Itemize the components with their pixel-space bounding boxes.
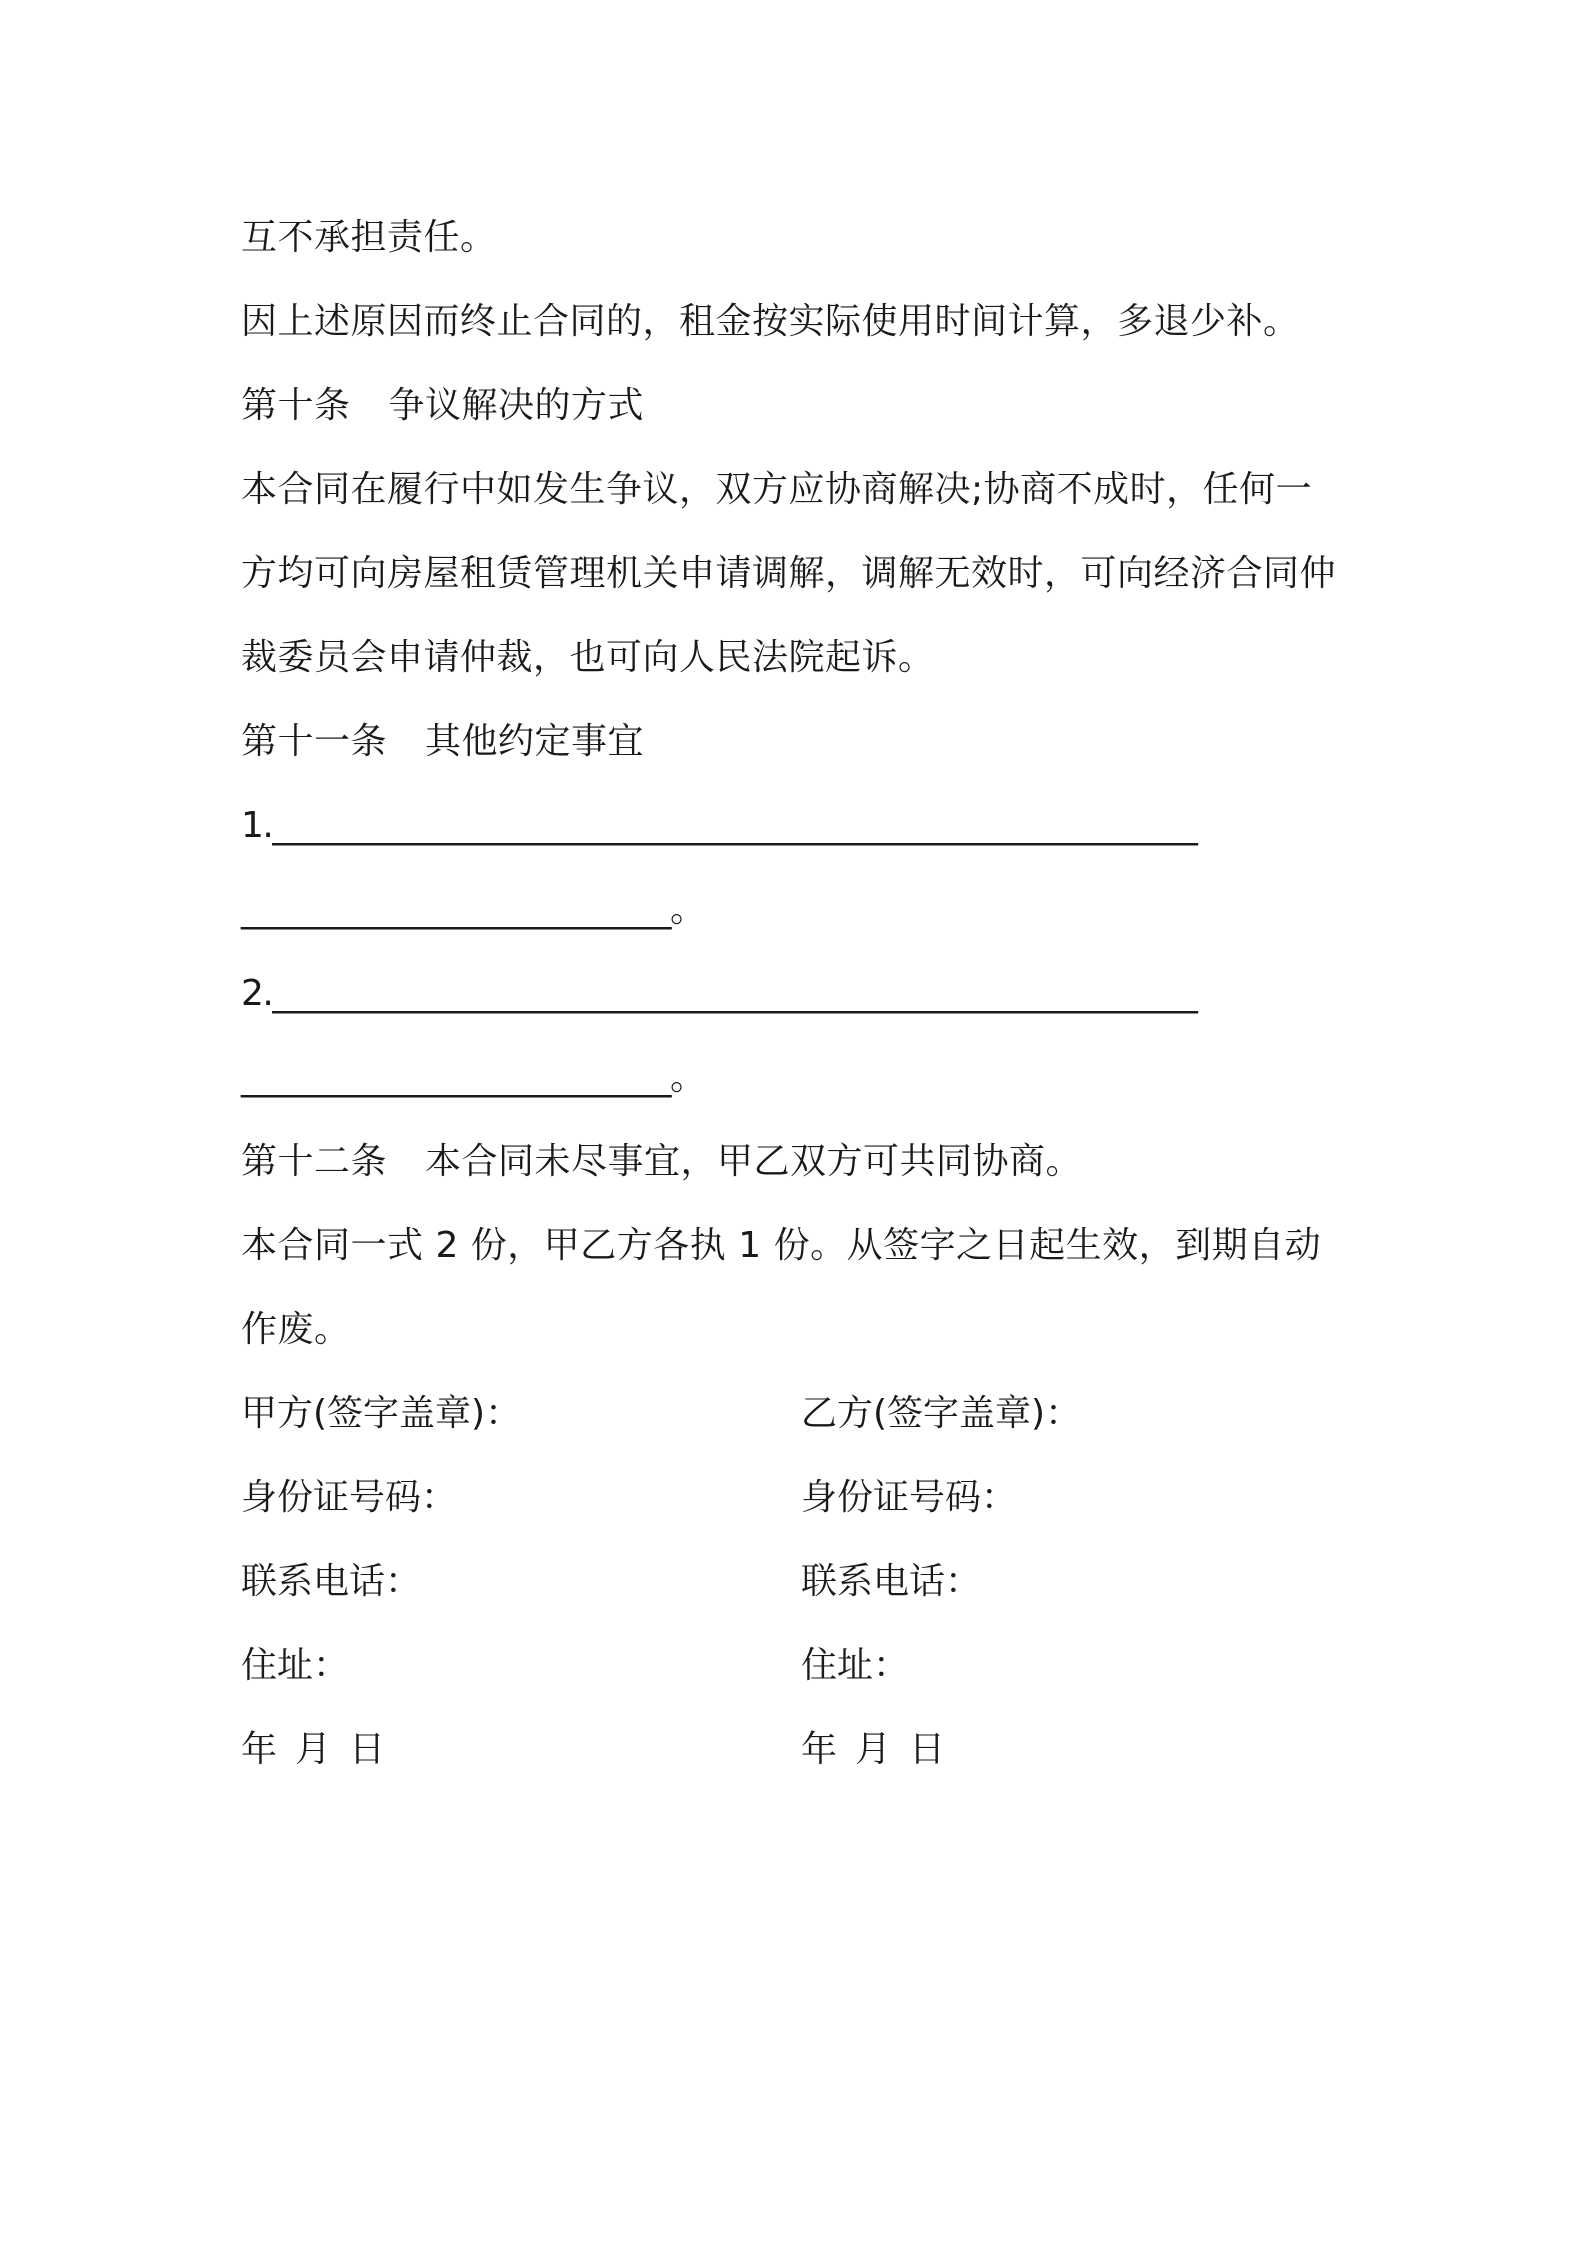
party-b-phone: 联系电话： [801,1561,982,1602]
party-a-address: 住址： [241,1645,350,1686]
id-number-row [241,1456,1361,1540]
dispute-paragraph-line-3: 裁委员会申请仲裁，也可向人民法院起诉。 [241,637,935,678]
party-b-signature: 乙方(签字盖章)： [801,1393,1082,1434]
article-11-number: 第十一条 [241,721,388,762]
party-b-date [801,1708,1361,1792]
blank-item-2-line-2: __________________________。 [241,1057,705,1098]
party-b-day: 日 [909,1729,946,1770]
party-a-signature: 甲方(签字盖章)： [241,1393,522,1434]
party-a-day: 日 [349,1729,386,1770]
article-11-title: 其他约定事宜 [425,721,645,762]
article-11-heading [241,700,1361,784]
party-a-id-number: 身份证号码： [241,1477,458,1518]
party-a-date [241,1708,801,1792]
paragraph-rent-settlement: 因上述原因而终止合同的，租金按实际使用时间计算，多退少补。 [241,301,1300,342]
article-10-heading [241,364,1361,448]
article-12-heading [241,1120,1361,1204]
contract-page [241,196,1361,1792]
party-b-month: 月 [855,1729,892,1770]
party-a-year: 年 [241,1729,278,1770]
party-b-address: 住址： [801,1645,910,1686]
article-12-title: 本合同未尽事宜，甲乙双方可共同协商。 [425,1141,1083,1182]
article-10-number: 第十条 [241,385,351,426]
article-10-title: 争议解决的方式 [388,385,645,426]
blank-item-1-line-1: 1.________________________________________________________ [241,805,1197,846]
address-row [241,1624,1361,1708]
dispute-paragraph-line-2: 方均可向房屋租赁管理机关申请调解，调解无效时，可向经济合同仲 [241,553,1337,594]
party-a-phone: 联系电话： [241,1561,422,1602]
blank-item-2-line-1: 2.________________________________________________________ [241,973,1197,1014]
article-12-number: 第十二条 [241,1141,388,1182]
paragraph-liability-end: 互不承担责任。 [241,217,497,258]
party-a-month: 月 [295,1729,332,1770]
party-b-year: 年 [801,1729,838,1770]
dispute-paragraph-line-1: 本合同在履行中如发生争议，双方应协商解决;协商不成时，任何一 [241,469,1313,510]
phone-row [241,1540,1361,1624]
signature-row [241,1372,1361,1456]
copies-paragraph-line-1: 本合同一式 2 份，甲乙方各执 1 份。从签字之日起生效，到期自动 [241,1225,1322,1266]
party-b-id-number: 身份证号码： [801,1477,1018,1518]
blank-item-1-line-2: __________________________。 [241,889,705,930]
copies-paragraph-line-2: 作废。 [241,1309,351,1350]
date-row [241,1708,1361,1792]
